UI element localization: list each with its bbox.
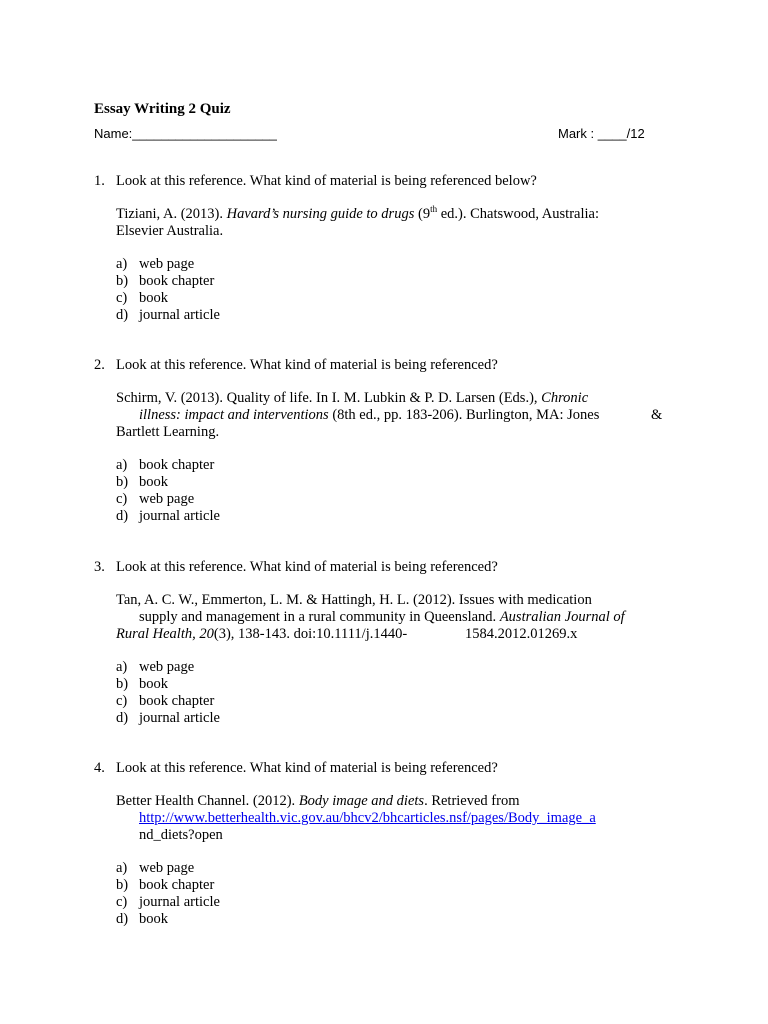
option-c[interactable] — [116, 491, 684, 508]
ref-part: & — [651, 407, 663, 423]
options-list — [116, 457, 684, 525]
option-a[interactable] — [116, 659, 684, 676]
options-list — [116, 256, 684, 324]
option-text: journal article — [139, 894, 220, 910]
option-b[interactable] — [116, 273, 684, 290]
option-text: book chapter — [139, 877, 215, 893]
ref-title: Havard’s nursing guide to drugs — [226, 206, 415, 222]
option-label: d) — [116, 508, 129, 524]
question-number: 2. — [94, 357, 105, 373]
reference-text — [116, 793, 676, 844]
option-label: b) — [116, 676, 129, 692]
question-3 — [94, 559, 684, 727]
reference-text — [116, 390, 676, 441]
quiz-title: Essay Writing 2 Quiz — [94, 101, 231, 117]
ref-part: Tan, A. C. W., Emmerton, L. M. & Hattingh, H. L. (2012). Issues with medication — [116, 592, 592, 608]
option-text: web page — [139, 860, 195, 876]
ref-part: (8th ed., pp. 183-206). Burlington, MA: Jones — [328, 407, 600, 423]
option-label: d) — [116, 911, 129, 927]
option-text: book — [139, 676, 168, 692]
option-text: book chapter — [139, 457, 215, 473]
question-4 — [94, 760, 684, 928]
option-label: c) — [116, 894, 128, 910]
question-text: Look at this reference. What kind of material is being referenced? — [116, 357, 498, 373]
option-d[interactable] — [116, 911, 684, 928]
ref-part: (9 — [414, 206, 431, 222]
option-b[interactable] — [116, 877, 684, 894]
mark-field-label: Mark : ____/12 — [558, 126, 645, 141]
ref-part: Schirm, V. (2013). Quality of life. In I. M. Lubkin & P. D. Larsen (Eds.), — [116, 390, 542, 406]
ref-part: Elsevier Australia. — [116, 223, 224, 239]
question-1 — [94, 173, 684, 324]
ref-title: Chronic — [541, 390, 589, 406]
option-label: a) — [116, 256, 128, 272]
ref-part: supply and management in a rural community in Queensland. — [139, 609, 500, 625]
option-text: journal article — [139, 710, 220, 726]
option-text: journal article — [139, 508, 220, 524]
ref-part: . Retrieved from — [424, 793, 520, 809]
ref-part: (3), 138-143. doi:10.1111/j.1440- — [213, 626, 408, 642]
option-text: web page — [139, 491, 195, 507]
reference-url-link[interactable]: http://www.betterhealth.vic.gov.au/bhcv2/bhcarticles.nsf/pages/Body_image_a — [139, 810, 596, 826]
ref-title: Body image and diets — [298, 793, 425, 809]
option-a[interactable] — [116, 457, 684, 474]
question-text: Look at this reference. What kind of material is being referenced below? — [116, 173, 537, 189]
options-list — [116, 659, 684, 727]
ref-part: 1584.2012.01269.x — [465, 626, 578, 642]
ref-title: illness: impact and interventions — [139, 407, 329, 423]
question-text: Look at this reference. What kind of material is being referenced? — [116, 760, 498, 776]
option-text: journal article — [139, 307, 220, 323]
ref-part: nd_diets?open — [139, 827, 223, 843]
question-2 — [94, 357, 684, 525]
ref-title: Rural Health, 20 — [116, 626, 214, 642]
ref-part: ed.). Chatswood, Australia: — [437, 206, 599, 222]
reference-text — [116, 206, 676, 240]
option-text: book — [139, 474, 168, 490]
ref-part: Better Health Channel. (2012). — [116, 793, 299, 809]
options-list — [116, 860, 684, 928]
option-d[interactable] — [116, 307, 684, 324]
option-a[interactable] — [116, 256, 684, 273]
option-label: b) — [116, 474, 129, 490]
reference-text — [116, 592, 676, 643]
question-text: Look at this reference. What kind of material is being referenced? — [116, 559, 498, 575]
option-label: c) — [116, 290, 128, 306]
option-b[interactable] — [116, 676, 684, 693]
question-number: 1. — [94, 173, 105, 189]
option-c[interactable] — [116, 290, 684, 307]
option-d[interactable] — [116, 710, 684, 727]
option-label: c) — [116, 491, 128, 507]
option-label: a) — [116, 457, 128, 473]
question-number: 4. — [94, 760, 105, 776]
option-label: a) — [116, 659, 128, 675]
option-label: c) — [116, 693, 128, 709]
option-d[interactable] — [116, 508, 684, 525]
question-number: 3. — [94, 559, 105, 575]
option-c[interactable] — [116, 693, 684, 710]
ref-part: Tiziani, A. (2013). — [116, 206, 227, 222]
option-a[interactable] — [116, 860, 684, 877]
name-field-label: Name:____________________ — [94, 126, 277, 141]
option-label: d) — [116, 307, 129, 323]
option-label: b) — [116, 273, 129, 289]
option-text: book chapter — [139, 273, 215, 289]
option-c[interactable] — [116, 894, 684, 911]
option-text: web page — [139, 256, 195, 272]
option-text: book — [139, 290, 168, 306]
ref-superscript: th — [430, 204, 438, 215]
ref-title: Australian Journal of — [499, 609, 625, 625]
option-b[interactable] — [116, 474, 684, 491]
option-text: book — [139, 911, 168, 927]
option-label: b) — [116, 877, 129, 893]
name-mark-row — [94, 125, 654, 143]
option-label: d) — [116, 710, 129, 726]
option-label: a) — [116, 860, 128, 876]
option-text: book chapter — [139, 693, 215, 709]
ref-part: Bartlett Learning. — [116, 424, 220, 440]
option-text: web page — [139, 659, 195, 675]
